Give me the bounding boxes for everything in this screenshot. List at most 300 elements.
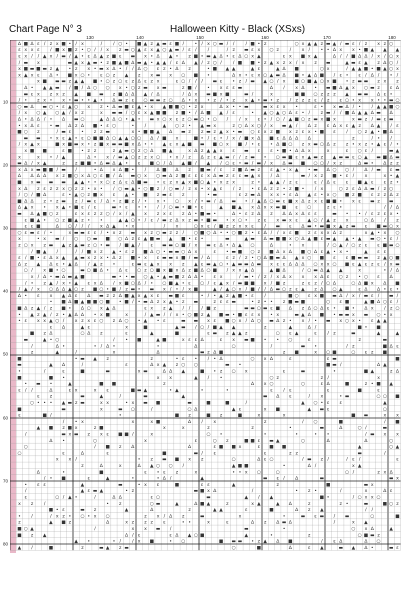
stitch-symbol: ▬ — [193, 300, 199, 306]
stitch-symbol: ▲ — [332, 155, 337, 161]
stitch-symbol: ▬ — [363, 413, 369, 419]
stitch-symbol: x — [43, 98, 47, 104]
stitch-symbol: ɛ — [194, 237, 198, 243]
stitch-symbol: x — [55, 457, 59, 463]
stitch-symbol: ɛ — [314, 212, 317, 218]
stitch-symbol: • — [131, 193, 135, 199]
stitch-symbol: • — [118, 67, 122, 73]
stitch-symbol: ɛ — [62, 104, 65, 110]
stitch-symbol: • — [74, 136, 78, 142]
stitch-symbol: z — [30, 533, 34, 539]
stitch-symbol: • — [238, 161, 242, 167]
stitch-symbol: ○ — [67, 186, 72, 192]
stitch-symbol: ○ — [313, 262, 318, 268]
stitch-symbol: ɛ — [295, 205, 298, 211]
stitch-symbol: ■ — [395, 256, 400, 262]
stitch-symbol: ▲ — [294, 256, 299, 262]
stitch-symbol: ∆ — [62, 325, 66, 331]
stitch-symbol: ∆ — [276, 539, 280, 545]
stitch-symbol: / — [201, 451, 203, 457]
stitch-symbol: z — [188, 268, 191, 274]
stitch-symbol: ■ — [199, 369, 205, 375]
stitch-symbol: ■ — [313, 237, 318, 243]
stitch-symbol: ∆ — [131, 180, 135, 186]
stitch-symbol: ∆ — [106, 224, 110, 230]
stitch-symbol: ∆ — [389, 344, 393, 350]
stitch-symbol: x — [81, 174, 84, 180]
stitch-symbol: • — [238, 104, 242, 110]
stitch-symbol: ∆ — [181, 268, 185, 274]
stitch-symbol: ∆ — [326, 167, 330, 173]
stitch-symbol: • — [257, 180, 261, 186]
stitch-symbol: ■ — [174, 482, 180, 488]
stitch-symbol: • — [144, 104, 147, 110]
stitch-symbol: • — [320, 104, 324, 110]
stitch-symbol: / — [245, 319, 248, 325]
stitch-symbol: x — [370, 281, 374, 287]
stitch-symbol: ∆ — [332, 54, 336, 60]
stitch-symbol: z — [364, 382, 368, 388]
stitch-symbol: / — [94, 445, 96, 451]
stitch-symbol: ■ — [99, 136, 104, 142]
stitch-symbol: x — [314, 275, 317, 281]
stitch-symbol: ■ — [86, 92, 91, 98]
stitch-symbol: ▬ — [124, 186, 129, 192]
stitch-symbol: ○ — [319, 142, 324, 148]
stitch-symbol: • — [270, 533, 273, 539]
stitch-symbol: ○ — [74, 104, 79, 110]
stitch-symbol: ▬ — [325, 41, 331, 47]
stitch-symbol: • — [282, 167, 286, 173]
stitch-symbol: ○ — [256, 123, 261, 129]
stitch-symbol: x — [125, 520, 128, 526]
stitch-symbol: ▲ — [364, 60, 368, 66]
stitch-symbol: • — [345, 212, 349, 218]
stitch-symbol: ▬ — [388, 545, 394, 551]
stitch-symbol: ▲ — [212, 508, 217, 514]
stitch-symbol: z — [364, 117, 368, 123]
stitch-symbol: ∆ — [282, 67, 286, 73]
stitch-symbol: x — [87, 319, 91, 325]
stitch-symbol: z — [43, 281, 46, 287]
stitch-symbol: ○ — [137, 268, 142, 274]
stitch-symbol: • — [377, 136, 380, 142]
stitch-symbol: ɛ — [320, 382, 324, 388]
stitch-symbol: ∆ — [200, 338, 204, 344]
stitch-symbol: ∆ — [112, 104, 116, 110]
stitch-symbol: ○ — [86, 237, 91, 243]
stitch-symbol: z — [175, 470, 179, 476]
stitch-symbol: • — [238, 363, 242, 369]
stitch-symbol: x — [389, 312, 393, 318]
stitch-symbol: ○ — [326, 300, 331, 306]
stitch-symbol: ▬ — [136, 60, 142, 66]
stitch-symbol: ɛ — [24, 218, 27, 224]
stitch-symbol: ▲ — [74, 243, 78, 249]
stitch-symbol: / — [18, 111, 21, 117]
stitch-symbol: ∆ — [68, 300, 72, 306]
stitch-symbol: z — [308, 489, 311, 495]
stitch-symbol: ▲ — [181, 369, 186, 375]
stitch-symbol: • — [62, 438, 65, 444]
stitch-symbol: / — [169, 312, 172, 318]
stitch-symbol: ▬ — [262, 98, 268, 104]
stitch-symbol: / — [384, 419, 386, 425]
stitch-symbol: ▲ — [181, 394, 186, 400]
stitch-symbol: z — [200, 457, 204, 463]
stitch-symbol: ▲ — [23, 287, 28, 293]
stitch-symbol: ∆ — [17, 41, 21, 47]
column-number: 180 — [388, 35, 396, 40]
stitch-symbol: ∆ — [200, 268, 204, 274]
stitch-symbol: ○ — [55, 218, 60, 224]
stitch-symbol: / — [346, 67, 348, 73]
stitch-symbol: x — [244, 470, 248, 476]
stitch-symbol: z — [333, 331, 336, 337]
stitch-symbol: ∆ — [87, 174, 91, 180]
stitch-symbol: ▬ — [370, 86, 375, 92]
stitch-symbol: x — [150, 432, 154, 438]
stitch-symbol: ▲ — [156, 41, 160, 47]
stitch-symbol: • — [175, 287, 179, 293]
stitch-symbol: ▬ — [80, 508, 85, 514]
stitch-symbol: ▲ — [250, 67, 255, 73]
stitch-symbol: x — [225, 281, 229, 287]
stitch-symbol: ▲ — [383, 363, 387, 369]
stitch-symbol: z — [131, 249, 135, 255]
stitch-symbol: • — [345, 73, 349, 79]
stitch-symbol: ▲ — [294, 167, 299, 173]
stitch-symbol: ∆ — [49, 256, 53, 262]
stitch-symbol: • — [55, 73, 59, 79]
stitch-symbol: ∆ — [188, 92, 192, 98]
stitch-symbol: ■ — [237, 464, 243, 470]
stitch-symbol: x — [383, 230, 387, 236]
stitch-symbol: ɛ — [37, 230, 40, 236]
stitch-symbol: ○ — [93, 86, 98, 92]
stitch-symbol: ▬ — [199, 514, 205, 520]
stitch-symbol: ∆ — [87, 86, 91, 92]
stitch-symbol: z — [37, 312, 40, 318]
stitch-symbol: ■ — [363, 369, 369, 375]
stitch-symbol: ∆ — [150, 249, 154, 255]
stitch-symbol: ▲ — [112, 224, 116, 230]
stitch-symbol: x — [188, 180, 191, 186]
stitch-symbol: ∆ — [55, 287, 59, 293]
stitch-symbol: ɛ — [314, 193, 317, 199]
stitch-symbol: x — [333, 224, 336, 230]
stitch-symbol: / — [119, 287, 122, 293]
stitch-symbol: ▬ — [67, 60, 73, 66]
stitch-symbol: / — [201, 41, 203, 47]
stitch-symbol: ɛ — [238, 174, 242, 180]
stitch-symbol: • — [282, 186, 286, 192]
stitch-symbol: / — [94, 495, 96, 501]
stitch-symbol: ▲ — [36, 306, 41, 312]
stitch-symbol: ▬ — [388, 293, 394, 299]
stitch-symbol: / — [87, 262, 90, 268]
stitch-symbol: / — [283, 180, 285, 186]
stitch-symbol: ɛ — [352, 262, 355, 268]
stitch-symbol: / — [270, 230, 273, 236]
stitch-symbol: ○ — [294, 237, 299, 243]
stitch-symbol: / — [144, 167, 147, 173]
stitch-symbol: ɛ — [106, 388, 109, 394]
stitch-symbol: x — [301, 155, 305, 161]
stitch-symbol: ■ — [17, 180, 22, 186]
stitch-symbol: / — [264, 293, 266, 299]
stitch-symbol: ∆ — [162, 369, 166, 375]
stitch-symbol: ɛ — [175, 60, 179, 66]
stitch-symbol: • — [93, 67, 97, 73]
stitch-symbol: z — [112, 319, 116, 325]
stitch-symbol: ▲ — [212, 262, 217, 268]
stitch-symbol: ▲ — [156, 48, 160, 54]
stitch-symbol: ɛ — [326, 123, 330, 129]
stitch-symbol: ɛ — [106, 123, 109, 129]
stitch-symbol: z — [81, 287, 84, 293]
stitch-symbol: z — [213, 300, 216, 306]
stitch-symbol: ɛ — [106, 432, 109, 438]
stitch-symbol: • — [118, 249, 122, 255]
stitch-symbol: • — [106, 256, 110, 262]
stitch-symbol: x — [181, 338, 185, 344]
stitch-symbol: x — [175, 256, 179, 262]
stitch-symbol: x — [351, 117, 355, 123]
stitch-symbol: • — [74, 419, 78, 425]
stitch-symbol: ∆ — [188, 419, 192, 425]
stitch-symbol: ▲ — [137, 104, 141, 110]
stitch-symbol: z — [93, 212, 97, 218]
stitch-symbol: ▬ — [344, 41, 350, 47]
stitch-symbol: ○ — [231, 287, 236, 293]
stitch-symbol: x — [301, 319, 305, 325]
stitch-symbol: z — [56, 312, 59, 318]
left-margin-band — [10, 40, 16, 553]
stitch-symbol: ▲ — [86, 60, 91, 66]
stitch-symbol: x — [288, 237, 292, 243]
stitch-symbol: ○ — [48, 104, 53, 110]
stitch-symbol: ○ — [168, 205, 173, 211]
stitch-symbol: ▲ — [68, 495, 72, 501]
stitch-symbol: ▲ — [370, 230, 375, 236]
stitch-symbol: z — [257, 300, 261, 306]
stitch-symbol: x — [320, 394, 324, 400]
stitch-symbol: ∆ — [99, 161, 103, 167]
stitch-symbol: ɛ — [289, 230, 292, 236]
stitch-symbol: ▲ — [187, 533, 192, 539]
stitch-symbol: ▲ — [42, 249, 47, 255]
stitch-symbol: • — [358, 104, 362, 110]
stitch-symbol: z — [106, 54, 109, 60]
stitch-symbol: ∆ — [99, 281, 103, 287]
stitch-symbol: ▬ — [231, 199, 236, 205]
stitch-symbol: • — [364, 325, 368, 331]
stitch-symbol: z — [238, 186, 242, 192]
stitch-symbol: ɛ — [43, 482, 46, 488]
stitch-symbol: z — [276, 48, 279, 54]
stitch-symbol: ▲ — [93, 98, 97, 104]
stitch-symbol: ▲ — [357, 111, 362, 117]
stitch-symbol: ▲ — [225, 287, 230, 293]
stitch-symbol: ■ — [105, 445, 110, 451]
stitch-symbol: x — [169, 375, 173, 381]
stitch-symbol: ∆ — [288, 306, 292, 312]
stitch-symbol: ▲ — [168, 306, 173, 312]
stitch-symbol: • — [125, 117, 128, 123]
stitch-symbol: ▬ — [155, 501, 161, 507]
stitch-symbol: ■ — [269, 508, 274, 514]
stitch-symbol: ○ — [200, 325, 205, 331]
stitch-symbol: • — [62, 312, 65, 318]
stitch-symbol: ■ — [237, 167, 243, 173]
stitch-symbol: ○ — [137, 174, 142, 180]
stitch-symbol: x — [55, 205, 59, 211]
stitch-symbol: x — [131, 130, 135, 136]
stitch-symbol: ▲ — [345, 86, 349, 92]
stitch-symbol: ∆ — [112, 67, 116, 73]
stitch-symbol: ∆ — [377, 287, 381, 293]
stitch-symbol: ▲ — [74, 281, 78, 287]
stitch-symbol: ▬ — [244, 527, 249, 533]
stitch-symbol: / — [239, 155, 241, 161]
stitch-symbol: ▬ — [80, 256, 85, 262]
stitch-symbol: ○ — [345, 470, 350, 476]
stitch-symbol: ▲ — [257, 199, 261, 205]
stitch-symbol: ɛ — [282, 199, 286, 205]
stitch-symbol: ▬ — [23, 104, 28, 110]
stitch-symbol: ∆ — [345, 104, 349, 110]
stitch-symbol: ▬ — [73, 98, 79, 104]
stitch-symbol: ∆ — [30, 199, 34, 205]
stitch-symbol: ▲ — [395, 174, 400, 180]
stitch-symbol: ▬ — [363, 482, 369, 488]
stitch-symbol: ɛ — [257, 438, 261, 444]
stitch-symbol: • — [55, 104, 59, 110]
stitch-symbol: ▬ — [237, 539, 243, 545]
stitch-symbol: ▲ — [143, 92, 148, 98]
stitch-symbol: ∆ — [219, 243, 223, 249]
stitch-symbol: z — [62, 92, 65, 98]
stitch-symbol: ○ — [187, 312, 192, 318]
stitch-symbol: ɛ — [93, 230, 97, 236]
stitch-symbol: ■ — [325, 363, 331, 369]
stitch-symbol: x — [18, 167, 21, 173]
stitch-symbol: z — [263, 275, 267, 281]
stitch-symbol: ▬ — [370, 186, 375, 192]
stitch-symbol: ɛ — [320, 237, 324, 243]
stitch-symbol: ▲ — [326, 218, 330, 224]
chart-title: Halloween Kitty - Black (XSxs) — [170, 24, 306, 35]
stitch-symbol: / — [207, 325, 210, 331]
stitch-symbol: ▬ — [36, 180, 41, 186]
stitch-symbol: / — [251, 92, 254, 98]
stitch-symbol: ○ — [55, 319, 60, 325]
stitch-symbol: / — [396, 237, 399, 243]
stitch-symbol: x — [36, 161, 40, 167]
stitch-symbol: ɛ — [62, 508, 65, 514]
stitch-symbol: x — [24, 111, 28, 117]
stitch-symbol: x — [36, 319, 40, 325]
stitch-symbol: x — [49, 54, 53, 60]
stitch-symbol: ▲ — [80, 300, 85, 306]
stitch-symbol: ■ — [225, 92, 230, 98]
stitch-symbol: x — [24, 149, 28, 155]
stitch-symbol: ∆ — [307, 325, 311, 331]
stitch-symbol: x — [232, 218, 236, 224]
stitch-symbol: ○ — [174, 243, 179, 249]
stitch-symbol: ∆ — [150, 363, 154, 369]
stitch-symbol: ▬ — [162, 174, 167, 180]
stitch-symbol: ■ — [168, 268, 173, 274]
stitch-symbol: ɛ — [200, 262, 204, 268]
stitch-symbol: ∆ — [326, 382, 330, 388]
stitch-symbol: ∆ — [232, 73, 236, 79]
stitch-symbol: ○ — [212, 60, 217, 66]
stitch-symbol: ■ — [250, 438, 255, 444]
stitch-symbol: ▲ — [238, 243, 242, 249]
stitch-symbol: • — [30, 281, 34, 287]
stitch-symbol: z — [62, 218, 65, 224]
stitch-symbol: ○ — [200, 281, 205, 287]
stitch-symbol: x — [295, 199, 299, 205]
stitch-symbol: ■ — [73, 86, 79, 92]
stitch-symbol: ○ — [23, 193, 28, 199]
stitch-symbol: x — [74, 111, 78, 117]
stitch-symbol: ▲ — [156, 130, 160, 136]
stitch-symbol: z — [358, 123, 361, 129]
stitch-symbol: • — [333, 312, 336, 318]
stitch-symbol: ▬ — [338, 312, 343, 318]
stitch-symbol: • — [200, 218, 204, 224]
stitch-symbol: ○ — [99, 300, 104, 306]
stitch-symbol: / — [75, 249, 77, 255]
stitch-symbol: x — [175, 136, 179, 142]
stitch-symbol: ▲ — [219, 155, 223, 161]
stitch-symbol: ∆ — [150, 136, 154, 142]
stitch-symbol: ▬ — [174, 249, 180, 255]
stitch-symbol: ▬ — [212, 331, 217, 337]
stitch-symbol: ▲ — [338, 224, 343, 230]
stitch-symbol: / — [100, 230, 103, 236]
stitch-symbol: ○ — [389, 501, 394, 507]
stitch-symbol: x — [314, 293, 317, 299]
stitch-symbol: z — [238, 79, 242, 85]
stitch-symbol: • — [118, 275, 122, 281]
stitch-symbol: z — [125, 98, 128, 104]
stitch-symbol: ▲ — [313, 79, 318, 85]
stitch-symbol: ɛ — [389, 86, 393, 92]
stitch-symbol: • — [62, 344, 65, 350]
stitch-symbol: ▬ — [363, 92, 369, 98]
stitch-symbol: ɛ — [125, 180, 128, 186]
stitch-symbol: ɛ — [270, 149, 273, 155]
stitch-symbol: z — [137, 149, 141, 155]
stitch-symbol: ▲ — [74, 180, 78, 186]
stitch-symbol: ■ — [36, 224, 41, 230]
stitch-symbol: ▲ — [74, 256, 78, 262]
stitch-symbol: ▲ — [68, 136, 72, 142]
stitch-symbol: ɛ — [352, 457, 355, 463]
stitch-symbol: ɛ — [251, 224, 254, 230]
stitch-symbol: ɛ — [137, 161, 141, 167]
stitch-symbol: • — [276, 149, 280, 155]
stitch-symbol: ∆ — [383, 161, 387, 167]
stitch-symbol: ■ — [344, 262, 350, 268]
stitch-symbol: • — [251, 539, 254, 545]
stitch-symbol: z — [112, 79, 116, 85]
stitch-symbol: ■ — [80, 275, 85, 281]
